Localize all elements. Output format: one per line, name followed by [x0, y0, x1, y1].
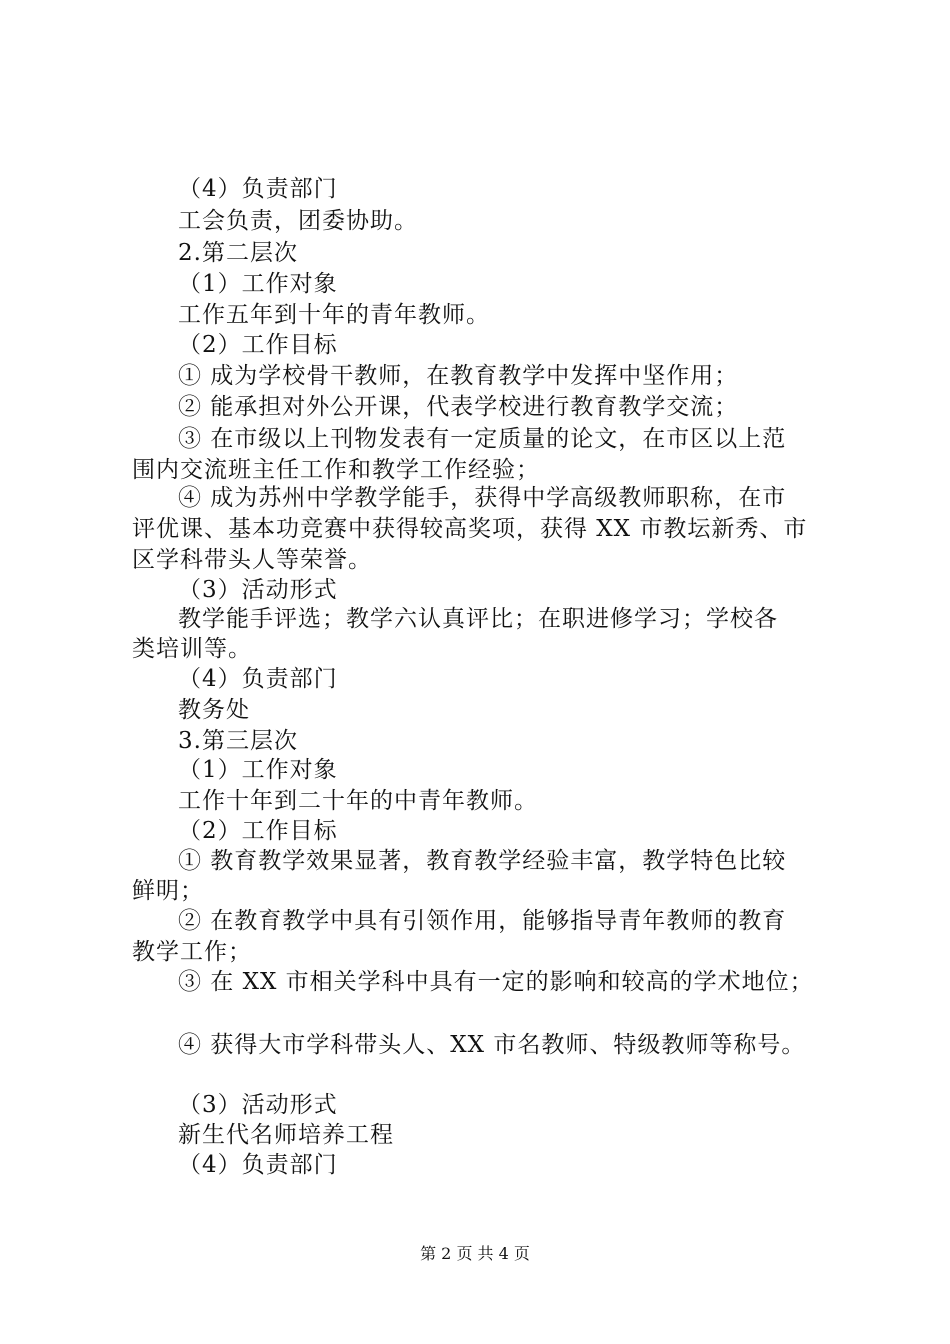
- list-item: ③ 在市级以上刊物发表有一定质量的论文，在市区以上范: [178, 426, 787, 452]
- list-item-continuation: 评优课、基本功竞赛中获得较高奖项，获得 XX 市教坛新秀、市: [132, 516, 808, 542]
- subheading: （2）工作目标: [178, 332, 338, 358]
- subheading: （1）工作对象: [178, 271, 338, 297]
- list-item-continuation: 区学科带头人等荣誉。: [132, 547, 372, 573]
- list-item-continuation: 鲜明；: [132, 878, 204, 904]
- paragraph-text: 教学能手评选；教学六认真评比；在职进修学习；学校各: [178, 606, 778, 632]
- list-item: ③ 在 XX 市相关学科中具有一定的影响和较高的学术地位；: [178, 969, 814, 995]
- subheading: （3）活动形式: [178, 577, 338, 603]
- page-footer: 第 2 页 共 4 页: [420, 1244, 530, 1263]
- paragraph-text: 工作五年到十年的青年教师。: [178, 302, 490, 328]
- paragraph-text: 工作十年到二十年的中青年教师。: [178, 788, 538, 814]
- subheading: （2）工作目标: [178, 818, 338, 844]
- list-item: ② 在教育教学中具有引领作用，能够指导青年教师的教育: [178, 908, 787, 934]
- subheading: （1）工作对象: [178, 757, 338, 783]
- heading-responsible-dept: （4）负责部门: [178, 176, 338, 202]
- subheading: （4）负责部门: [178, 666, 338, 692]
- list-item: ① 成为学校骨干教师，在教育教学中发挥中坚作用；: [178, 363, 739, 389]
- paragraph-text: 教务处: [178, 697, 250, 723]
- paragraph-text: 新生代名师培养工程: [178, 1122, 394, 1148]
- section-heading: 2.第二层次: [178, 240, 298, 266]
- section-heading: 3.第三层次: [178, 728, 298, 754]
- list-item: ② 能承担对外公开课，代表学校进行教育教学交流；: [178, 394, 739, 420]
- list-item-continuation: 教学工作；: [132, 939, 252, 965]
- paragraph-continuation: 类培训等。: [132, 636, 252, 662]
- subheading: （4）负责部门: [178, 1152, 338, 1178]
- subheading: （3）活动形式: [178, 1092, 338, 1118]
- list-item: ① 教育教学效果显著，教育教学经验丰富，教学特色比较: [178, 848, 787, 874]
- paragraph-text: 工会负责，团委协助。: [178, 208, 418, 234]
- list-item-continuation: 围内交流班主任工作和教学工作经验；: [132, 457, 540, 483]
- list-item: ④ 成为苏州中学教学能手，获得中学高级教师职称，在市: [178, 485, 787, 511]
- list-item: ④ 获得大市学科带头人、XX 市名教师、特级教师等称号。: [178, 1032, 806, 1058]
